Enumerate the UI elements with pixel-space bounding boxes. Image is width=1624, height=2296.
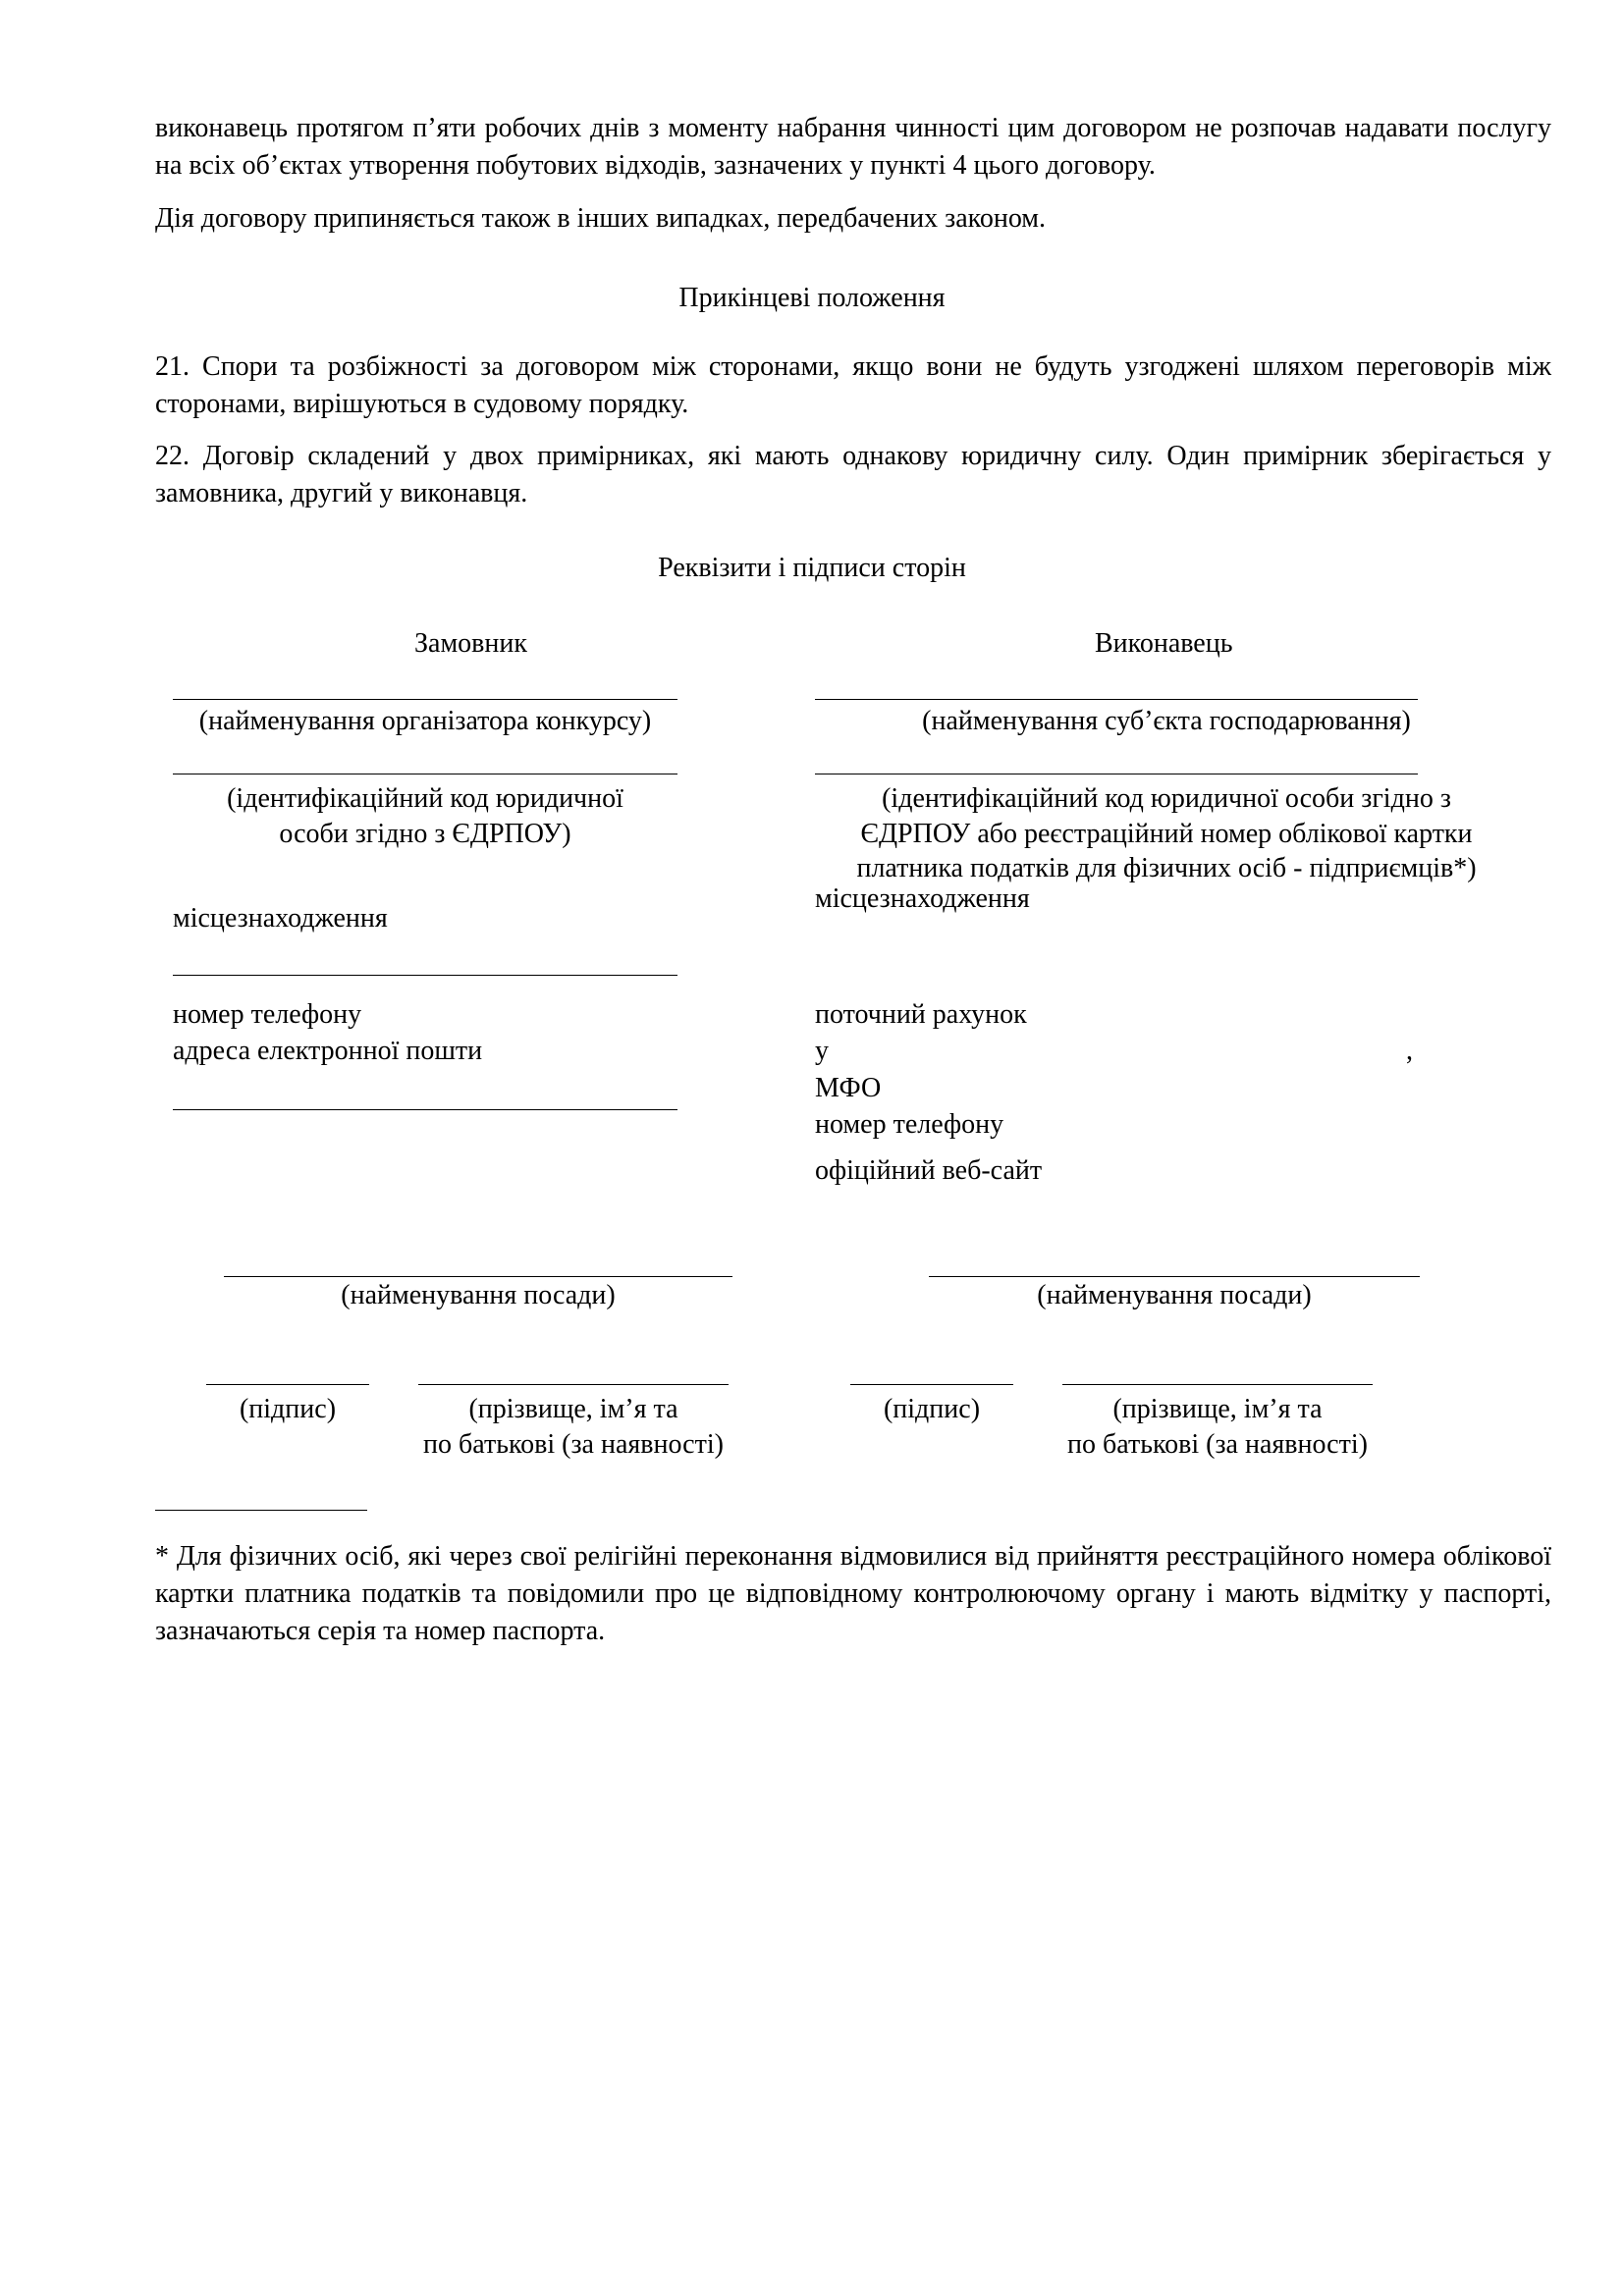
customer-signature-hint: (підпис) bbox=[239, 1394, 337, 1424]
customer-fullname-line bbox=[418, 1384, 729, 1385]
customer-name-hint: (найменування організатора конкурсу) bbox=[198, 706, 652, 736]
customer-fullname-hint-1: (прізвище, ім’я та bbox=[468, 1394, 678, 1424]
contractor-signature-hint: (підпис) bbox=[883, 1394, 981, 1424]
clause-21-text: Спори та розбіжності за договором між сторонами, якщо вони не будуть узгоджені шляхом переговорів між сторонами, вирішуються в судовому порядку. bbox=[155, 351, 1551, 419]
requisites-heading: Реквізити і підписи сторін bbox=[658, 553, 966, 583]
clause-22 bbox=[155, 438, 1551, 512]
customer-signature-line bbox=[206, 1384, 369, 1385]
contractor-title: Виконавець bbox=[1095, 628, 1233, 659]
contractor-bank-comma: , bbox=[1406, 1036, 1413, 1066]
customer-name-line bbox=[173, 699, 677, 700]
contractor-code-hint-2: ЄДРПОУ або реєстраційний номер облікової картки bbox=[860, 819, 1473, 849]
customer-fullname-hint-2: по батькові (за наявності) bbox=[423, 1429, 724, 1460]
contractor-fullname-hint-1: (прізвище, ім’я та bbox=[1112, 1394, 1323, 1424]
customer-email-label: адреса електронної пошти bbox=[173, 1036, 483, 1066]
termination-note: Дія договору припиняється також в інших випадках, передбачених законом. bbox=[155, 203, 1047, 234]
customer-phone-label: номер телефону bbox=[173, 999, 362, 1030]
clause-21-number: 21. bbox=[155, 351, 189, 382]
customer-position-hint: (найменування посади) bbox=[341, 1280, 616, 1310]
contractor-code-hint-1: (ідентифікаційний код юридичної особи згідно з bbox=[882, 783, 1451, 814]
contractor-bank-prefix: у bbox=[815, 1036, 829, 1066]
clause-21 bbox=[155, 348, 1551, 423]
footnote: * Для фізичних осіб, які через свої релігійні переконання відмовилися від прийняття реєстраційного номера облікової картки платника податків та повідомили про це відповідному контролюючому органу і мають відмітку у паспорті, зазначаються серія та номер паспорта. bbox=[155, 1541, 1551, 1646]
contractor-website-label: офіційний веб-сайт bbox=[815, 1155, 1043, 1186]
clause-22-number: 22. bbox=[155, 441, 189, 471]
customer-location-line bbox=[173, 975, 677, 976]
customer-contacts-line bbox=[173, 1109, 677, 1110]
contractor-position-hint: (найменування посади) bbox=[1037, 1280, 1312, 1310]
contractor-mfo-label: МФО bbox=[815, 1073, 882, 1103]
contractor-fullname-hint-2: по батькові (за наявності) bbox=[1067, 1429, 1368, 1460]
contractor-signature-line bbox=[850, 1384, 1013, 1385]
intro-paragraph: виконавець протягом п’яти робочих днів з моменту набрання чинності цим договором не розпочав надавати послугу на всіх об’єктах утворення побутових відходів, зазначених у пункті 4 цього договору. bbox=[155, 113, 1551, 181]
contractor-name-hint: (найменування суб’єкта господарювання) bbox=[922, 706, 1411, 736]
contractor-code-hint-3: платника податків для фізичних осіб - підприємців*) bbox=[856, 853, 1477, 883]
customer-code-hint-1: (ідентифікаційний код юридичної bbox=[227, 783, 623, 814]
footnote-separator bbox=[155, 1510, 367, 1511]
contractor-phone-label: номер телефону bbox=[815, 1109, 1004, 1140]
contractor-location-label: місцезнаходження bbox=[815, 883, 1030, 914]
contractor-name-line bbox=[815, 699, 1418, 700]
customer-title: Замовник bbox=[414, 628, 527, 659]
contractor-fullname-line bbox=[1062, 1384, 1373, 1385]
customer-code-hint-2: особи згідно з ЄДРПОУ) bbox=[279, 819, 571, 849]
clause-22-text: Договір складений у двох примірниках, які мають однакову юридичну силу. Один примірник зберігається у замовника, другий у виконавця. bbox=[155, 441, 1552, 508]
final-provisions-heading: Прикінцеві положення bbox=[678, 283, 946, 313]
customer-location-label: місцезнаходження bbox=[173, 903, 388, 934]
contractor-account-label: поточний рахунок bbox=[815, 999, 1027, 1030]
